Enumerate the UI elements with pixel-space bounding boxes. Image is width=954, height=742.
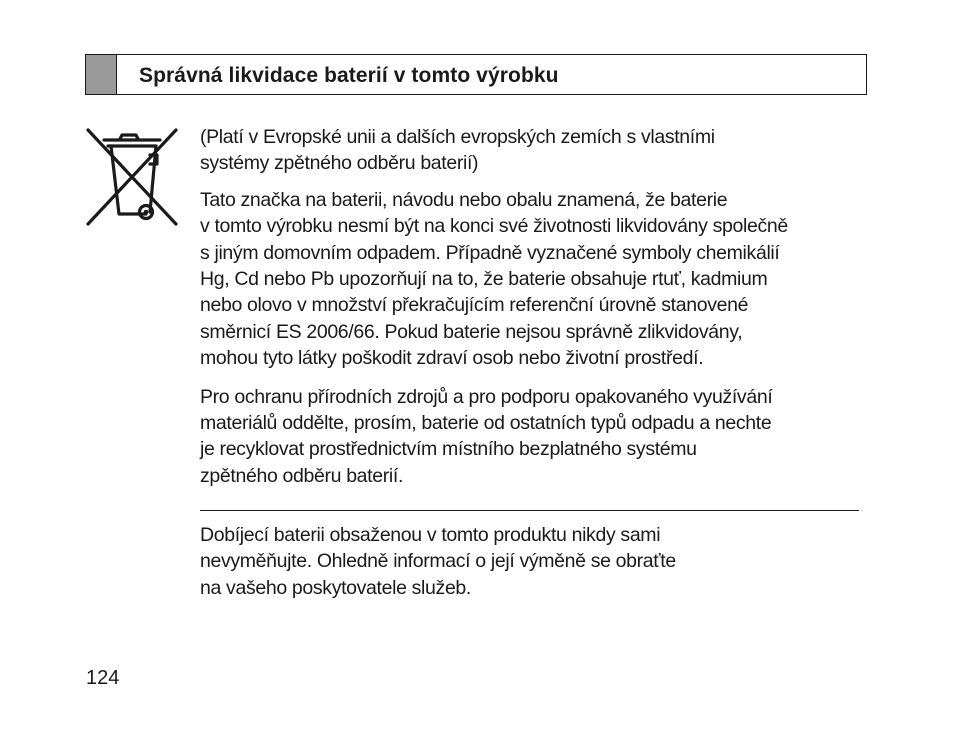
footnote-paragraph: Dobíjecí baterii obsaženou v tomto produktu nikdy sami nevyměňujte. Ohledně informací o její výměně se obraťte na vašeho poskytovatele služeb. xyxy=(200,524,676,599)
crossed-out-wheelie-bin-icon xyxy=(84,126,180,228)
section-divider xyxy=(200,510,859,511)
body-paragraph-2: Pro ochranu přírodních zdrojů a pro podporu opakovaného využívání materiálů oddělte, prosím, baterie od ostatních typů odpadu a nechte je recyklovat prostřednictvím místního bezplatného systému zpětného odběru baterií. xyxy=(200,385,773,487)
section-header xyxy=(85,54,867,95)
section-title: Správná likvidace baterií v tomto výrobku xyxy=(139,63,559,87)
header-grey-tab xyxy=(86,55,117,94)
page-number: 124 xyxy=(86,667,120,689)
main-text xyxy=(200,124,865,489)
body-paragraph-1: Tato značka na baterii, návodu nebo obalu znamená, že baterie v tomto výrobku nesmí být na konci své životnosti likvidovány společně s jiným domovním odpadem. Případně vyznačené symboly chemikálií Hg, Cd nebo Pb upozorňují na to, že baterie obsahuje rtuť, kadmium nebo olovo v množství překračujícím referenční úrovně stanovené směrnicí ES 2006/66. Pokud baterie nejsou správně zlikvidovány, mohou tyto látky poškodit zdraví osob nebo životní prostředí. xyxy=(200,188,788,370)
intro-paragraph: (Platí v Evropské unii a dalších evropských zemích s vlastními systémy zpětného odběru baterií) xyxy=(200,126,715,175)
